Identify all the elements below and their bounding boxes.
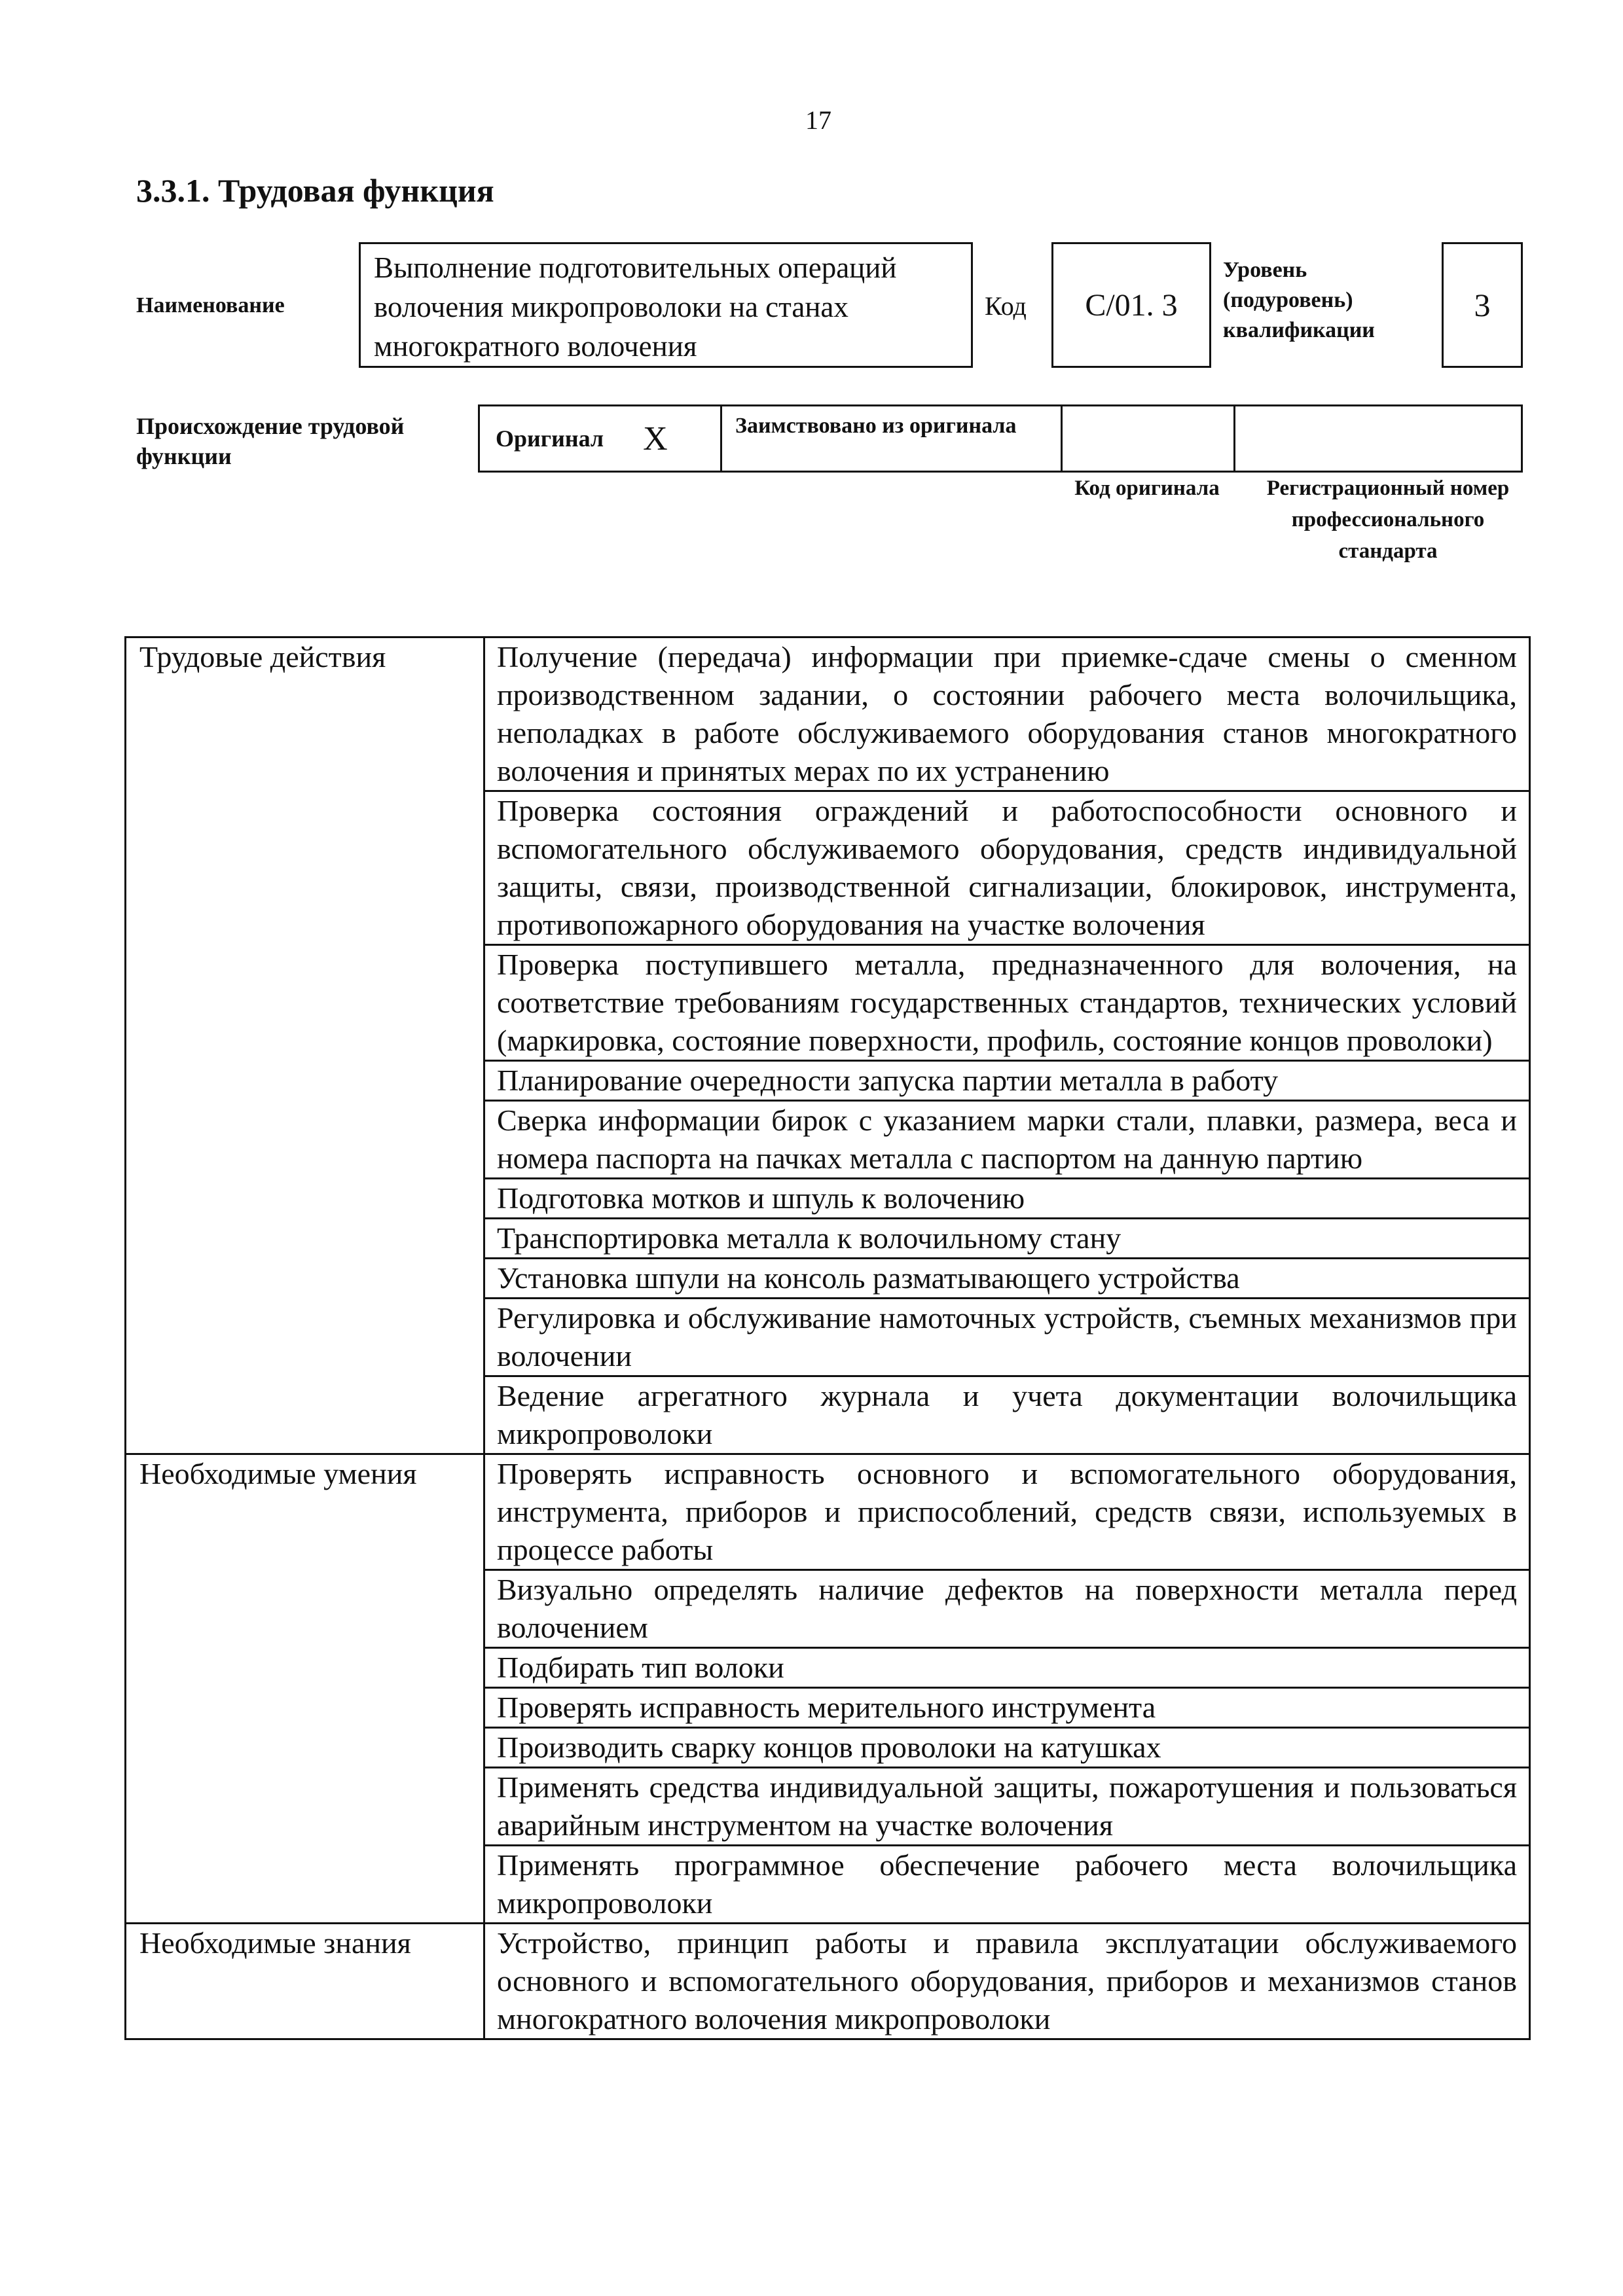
table-row [126,637,1530,791]
item-cell: Проверять исправность мерительного инструмента [484,1688,1530,1728]
name-label: Наименование [136,293,285,317]
item-cell: Визуально определять наличие дефектов на поверхности металла перед волочением [484,1570,1530,1648]
item-cell: Планирование очередности запуска партии металла в работу [484,1061,1530,1101]
original-label: Оригинал [496,425,604,452]
item-cell: Устройство, принцип работы и правила эксплуатации обслуживаемого основного и вспомогательного оборудования, приборов и механизмов станов многократного волочения микропроволоки [484,1924,1530,2039]
item-cell: Получение (передача) информации при приемке-сдаче смены о сменном производственном задании, о состоянии рабочего места волочильщика, неполадках в работе обслуживаемого оборудования станов многократного волочения и принятых мерах по их устранению [484,637,1530,791]
item-cell: Проверка поступившего металла, предназначенного для волочения, на соответствие требованиям государственных стандартов, технических условий (маркировка, состояние поверхности, профиль, состояние концов проволоки) [484,945,1530,1061]
code-value: С/01. 3 [1051,242,1211,368]
section-title: 3.3.1. Трудовая функция [136,172,494,209]
category-cell: Необходимые умения [126,1454,484,1924]
original-code-caption: Код оригинала [1074,476,1220,500]
item-cell: Подготовка мотков и шпуль к волочению [484,1179,1530,1219]
original-code-cell [1063,406,1235,471]
level-value: 3 [1442,242,1523,368]
table-row [126,1924,1530,2039]
borrowed-label: Заимствовано из оригинала [722,406,1063,471]
item-cell: Проверять исправность основного и вспомогательного оборудования, инструмента, приборов и приспособлений, средств связи, используемых в процессе работы [484,1454,1530,1570]
item-cell: Подбирать тип волоки [484,1648,1530,1688]
table-row [126,1454,1530,1570]
reg-number-cell [1235,406,1521,471]
origin-original-cell [480,406,722,471]
original-mark: X [643,420,668,457]
item-cell: Ведение агрегатного журнала и учета документации волочильщика микропроволоки [484,1376,1530,1454]
origin-row [478,404,1523,473]
item-cell: Сверка информации бирок с указанием марки стали, плавки, размера, веса и номера паспорта на пачках металла с паспортом на данную партию [484,1101,1530,1179]
item-cell: Установка шпули на консоль разматывающего устройства [484,1259,1530,1299]
origin-label: Происхождение трудовой функции [136,413,405,469]
item-cell: Применять средства индивидуальной защиты, пожаротушения и пользоваться аварийным инструментом на участке волочения [484,1768,1530,1846]
item-cell: Производить сварку концов проволоки на катушках [484,1728,1530,1768]
category-cell: Трудовые действия [126,637,484,1454]
name-value: Выполнение подготовительных операций волочения микропроволоки на станах многократного волочения [359,242,973,368]
code-label: Код [985,291,1027,321]
labor-function-table [124,636,1531,2040]
item-cell: Транспортировка металла к волочильному стану [484,1219,1530,1259]
item-cell: Регулировка и обслуживание намоточных устройств, съемных механизмов при волочении [484,1299,1530,1376]
level-label: Уровень (подуровень) квалификации [1223,258,1375,342]
item-cell: Проверка состояния ограждений и работоспособности основного и вспомогательного обслуживаемого оборудования, средств индивидуальной защиты, связи, производственной сигнализации, блокировок, инструмента, противопожарного оборудования на участке волочения [484,791,1530,945]
category-cell: Необходимые знания [126,1924,484,2039]
reg-number-caption: Регистрационный номер профессионального стандарта [1266,476,1510,563]
page-number: 17 [805,105,831,135]
item-cell: Применять программное обеспечение рабочего места волочильщика микропроволоки [484,1846,1530,1924]
